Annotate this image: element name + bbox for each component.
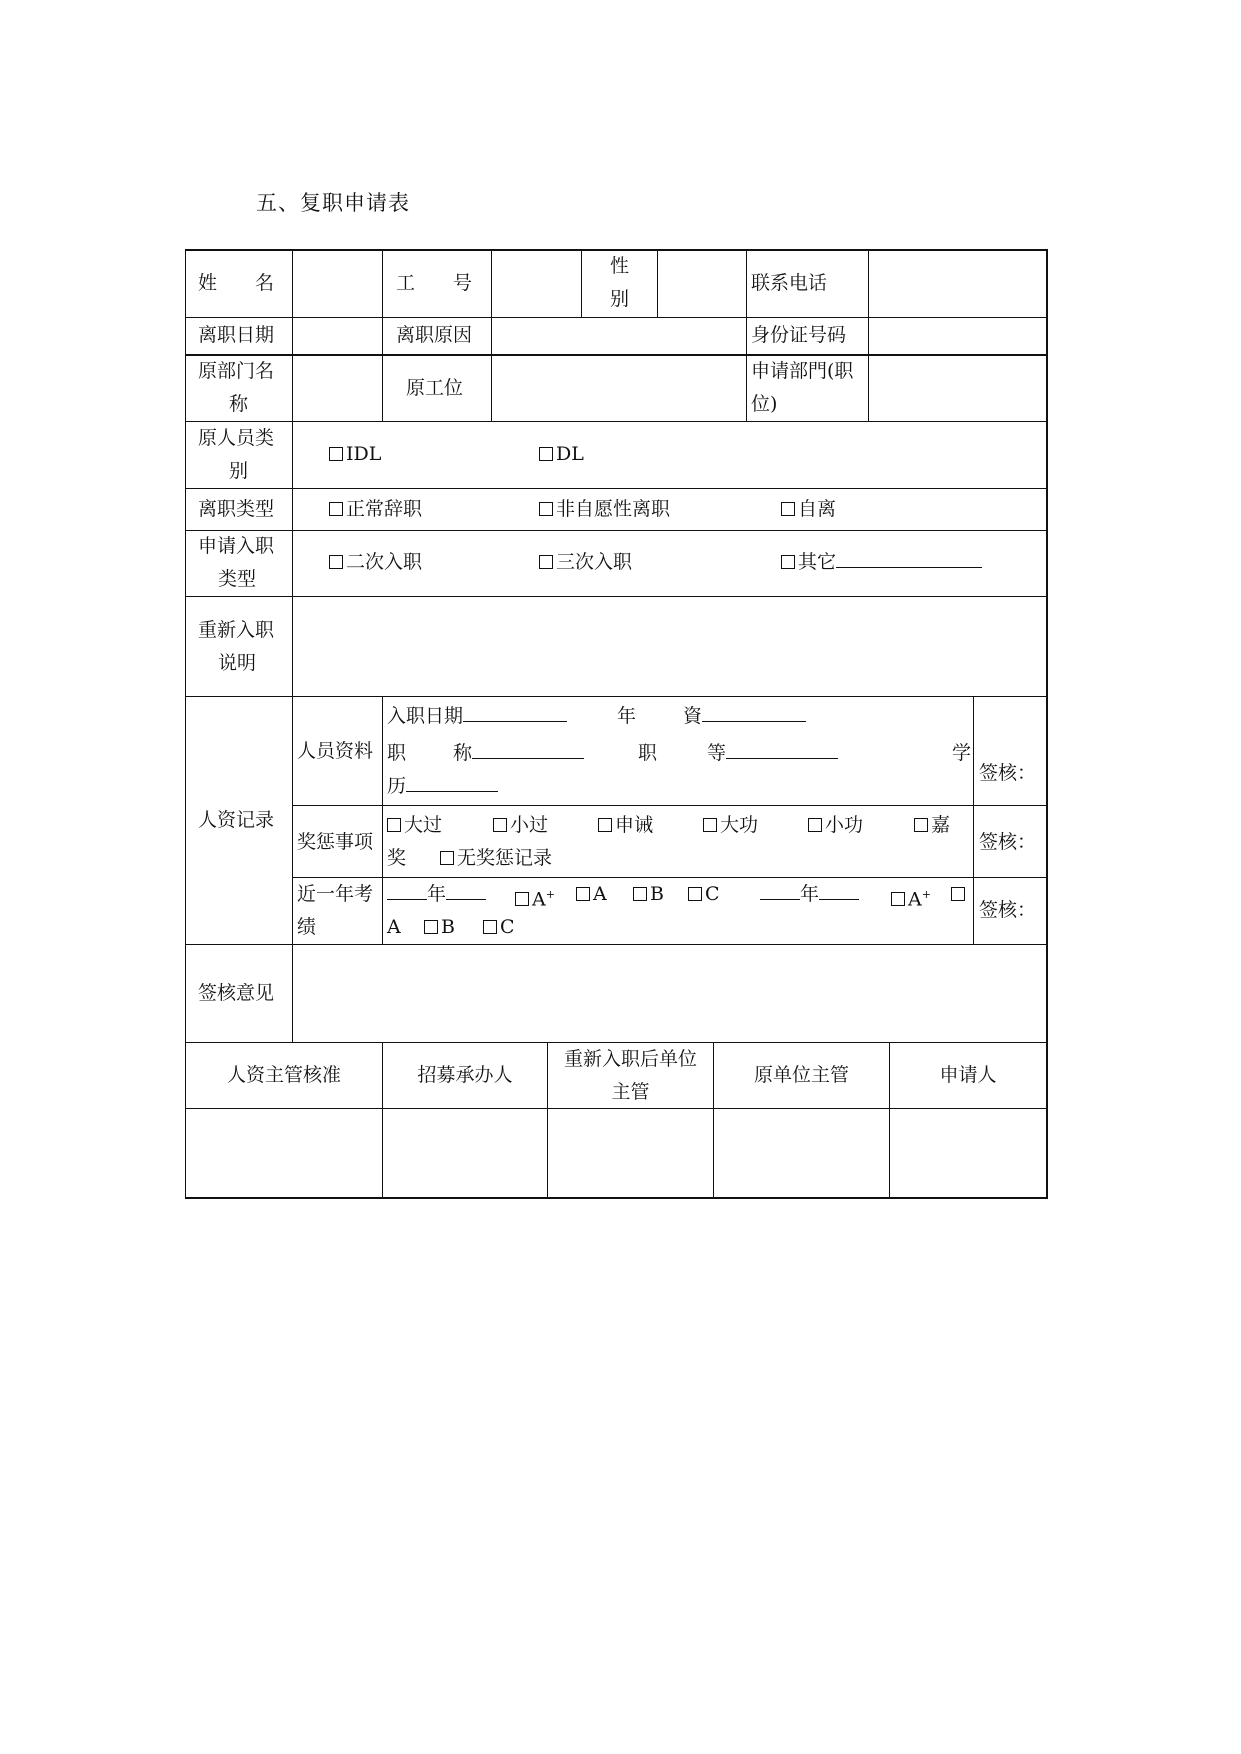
- option-grade-c-1[interactable]: C: [688, 878, 720, 911]
- reentry-note-field[interactable]: [294, 598, 1044, 695]
- checkbox-icon: [539, 447, 553, 461]
- apply-dept-label-line1: 申请部門(职: [751, 360, 854, 382]
- option-grade-aplus-1[interactable]: A+: [515, 878, 555, 916]
- education-label-1: 学: [952, 742, 972, 764]
- option-major-merit[interactable]: 大功: [703, 809, 758, 842]
- job-grade-field[interactable]: 等: [707, 737, 838, 770]
- name-field[interactable]: [294, 251, 380, 315]
- sign-label-performance: 签核：: [979, 899, 1037, 921]
- leave-date-label: 离职日期: [198, 324, 275, 346]
- option-warning[interactable]: 申诫: [598, 809, 653, 842]
- option-commendation[interactable]: 嘉: [914, 809, 950, 842]
- option-no-record[interactable]: 无奖惩记录: [440, 842, 552, 875]
- checkbox-icon: [329, 555, 343, 569]
- phone-label: 联系电话: [751, 272, 828, 294]
- checkbox-icon: [808, 818, 822, 832]
- checkbox-icon: [493, 818, 507, 832]
- education-field[interactable]: 历: [387, 770, 498, 803]
- commendation-label-2: 奖: [387, 847, 407, 869]
- review-opinion-field[interactable]: [294, 946, 1044, 1041]
- checkbox-icon: [891, 892, 905, 906]
- checkbox-icon: [329, 502, 343, 516]
- option-grade-a-2[interactable]: [951, 878, 968, 911]
- option-grade-b-2[interactable]: B: [424, 911, 455, 944]
- checkbox-icon: [515, 892, 529, 906]
- leave-reason-label: 离职原因: [396, 324, 473, 346]
- gender-field[interactable]: [659, 251, 744, 315]
- sig-header-hr-manager: 人资主管核准: [226, 1064, 341, 1086]
- checkbox-icon: [688, 887, 702, 901]
- checkbox-icon: [951, 887, 965, 901]
- option-grade-b-1[interactable]: B: [633, 878, 664, 911]
- option-third-entry[interactable]: 三次入职: [539, 546, 632, 579]
- reward-punish-label: 奖惩事项: [297, 831, 374, 853]
- sign-label-personnel: 签核：: [979, 762, 1037, 784]
- option-self-leave[interactable]: 自离: [781, 493, 836, 526]
- review-opinion-label: 签核意见: [198, 982, 275, 1004]
- checkbox-icon: [424, 920, 438, 934]
- gender-label-line1: 性: [610, 255, 630, 277]
- seniority-blank[interactable]: [702, 701, 806, 722]
- perf-year-1[interactable]: 年: [387, 878, 486, 911]
- original-dept-label-line1: 原部门名: [198, 360, 275, 382]
- entry-date-field[interactable]: 入职日期: [387, 700, 567, 733]
- option-grade-a-1[interactable]: A: [576, 878, 607, 911]
- personnel-info-label: 人员资料: [297, 740, 374, 762]
- checkbox-icon: [781, 502, 795, 516]
- option-normal-resign[interactable]: 正常辞职: [329, 493, 422, 526]
- sig-box-applicant[interactable]: [891, 1110, 1045, 1196]
- checkbox-icon: [703, 818, 717, 832]
- apply-dept-label-line2: 位): [751, 393, 778, 415]
- option-other[interactable]: 其它: [781, 546, 982, 579]
- checkbox-icon: [329, 447, 343, 461]
- option-involuntary[interactable]: 非自愿性离职: [539, 493, 670, 526]
- checkbox-icon: [576, 887, 590, 901]
- staff-type-label-line1: 原人员类: [198, 427, 275, 449]
- other-blank[interactable]: [836, 547, 982, 568]
- seniority-label-1: 年: [617, 705, 637, 727]
- education-blank[interactable]: [406, 771, 498, 792]
- option-grade-c-2[interactable]: C: [483, 911, 515, 944]
- staff-type-label-line2: 别: [229, 460, 249, 482]
- option-dl[interactable]: DL: [539, 438, 584, 471]
- page-title: 五、复职申请表: [256, 191, 410, 215]
- performance-label-line1: 近一年考: [297, 883, 374, 905]
- reentry-note-label-line1: 重新入职: [198, 619, 275, 641]
- leave-date-field[interactable]: [294, 318, 380, 353]
- sig-header-applicant: 申请人: [939, 1064, 997, 1086]
- perf-year-2-blank[interactable]: [760, 879, 800, 900]
- sig-box-new-unit[interactable]: [549, 1110, 712, 1196]
- perf-year-1-blank-2[interactable]: [446, 879, 486, 900]
- reentry-note-label-line2: 说明: [218, 652, 257, 674]
- option-major-demerit[interactable]: 大过: [387, 809, 442, 842]
- job-title-field[interactable]: 称: [453, 737, 584, 770]
- checkbox-icon: [598, 818, 612, 832]
- sig-box-recruiter[interactable]: [384, 1110, 546, 1196]
- job-grade-label-1: 职: [638, 742, 658, 764]
- apply-type-label-line1: 申请入职: [198, 535, 275, 557]
- employee-number-label: 工 号: [396, 272, 473, 294]
- sig-header-recruiter: 招募承办人: [417, 1064, 513, 1086]
- checkbox-icon: [633, 887, 647, 901]
- option-idl[interactable]: IDL: [329, 438, 381, 471]
- name-label: 姓 名: [198, 272, 275, 294]
- performance-label-line2: 绩: [297, 916, 317, 938]
- apply-dept-field[interactable]: [870, 356, 1044, 420]
- seniority-field[interactable]: 資: [683, 700, 806, 733]
- option-second-entry[interactable]: 二次入职: [329, 546, 422, 579]
- sig-box-hr-manager[interactable]: [187, 1110, 381, 1196]
- original-post-field[interactable]: [493, 356, 744, 420]
- sig-header-new-unit-line2: 主管: [611, 1081, 650, 1103]
- checkbox-icon: [387, 818, 401, 832]
- sig-header-original-unit: 原单位主管: [753, 1064, 849, 1086]
- apply-type-label-line2: 类型: [218, 568, 257, 590]
- perf-year-2-blank-2[interactable]: [819, 879, 859, 900]
- sign-label-rewards: 签核：: [979, 831, 1037, 853]
- perf-year-2[interactable]: 年: [760, 878, 859, 911]
- checkbox-icon: [914, 818, 928, 832]
- hr-record-label: 人资记录: [198, 809, 275, 831]
- checkbox-icon: [539, 555, 553, 569]
- original-dept-label-line2: 称: [229, 393, 249, 415]
- checkbox-icon: [781, 555, 795, 569]
- original-dept-field[interactable]: [294, 356, 380, 420]
- original-post-label: 原工位: [406, 377, 464, 399]
- checkbox-icon: [539, 502, 553, 516]
- checkbox-icon: [483, 920, 497, 934]
- option-minor-demerit[interactable]: 小过: [493, 809, 548, 842]
- id-number-label: 身份证号码: [751, 324, 847, 346]
- gender-label-line2: 别: [610, 288, 630, 310]
- option-grade-aplus-2[interactable]: A+: [891, 878, 931, 916]
- perf-year-1-blank[interactable]: [387, 879, 427, 900]
- job-grade-blank[interactable]: [726, 738, 838, 759]
- job-title-label-1: 职: [387, 742, 407, 764]
- phone-field[interactable]: [870, 251, 1044, 315]
- leave-type-label: 离职类型: [198, 498, 275, 520]
- id-number-field[interactable]: [870, 318, 1044, 353]
- checkbox-icon: [440, 851, 454, 865]
- employee-number-field[interactable]: [493, 251, 579, 315]
- job-title-blank[interactable]: [472, 738, 584, 759]
- leave-reason-field[interactable]: [493, 318, 744, 353]
- sig-box-original-unit[interactable]: [715, 1110, 888, 1196]
- entry-date-blank[interactable]: [463, 701, 567, 722]
- grade-a-2-label: A: [387, 916, 401, 938]
- sig-header-new-unit-line1: 重新入职后单位: [563, 1048, 697, 1070]
- option-minor-merit[interactable]: 小功: [808, 809, 863, 842]
